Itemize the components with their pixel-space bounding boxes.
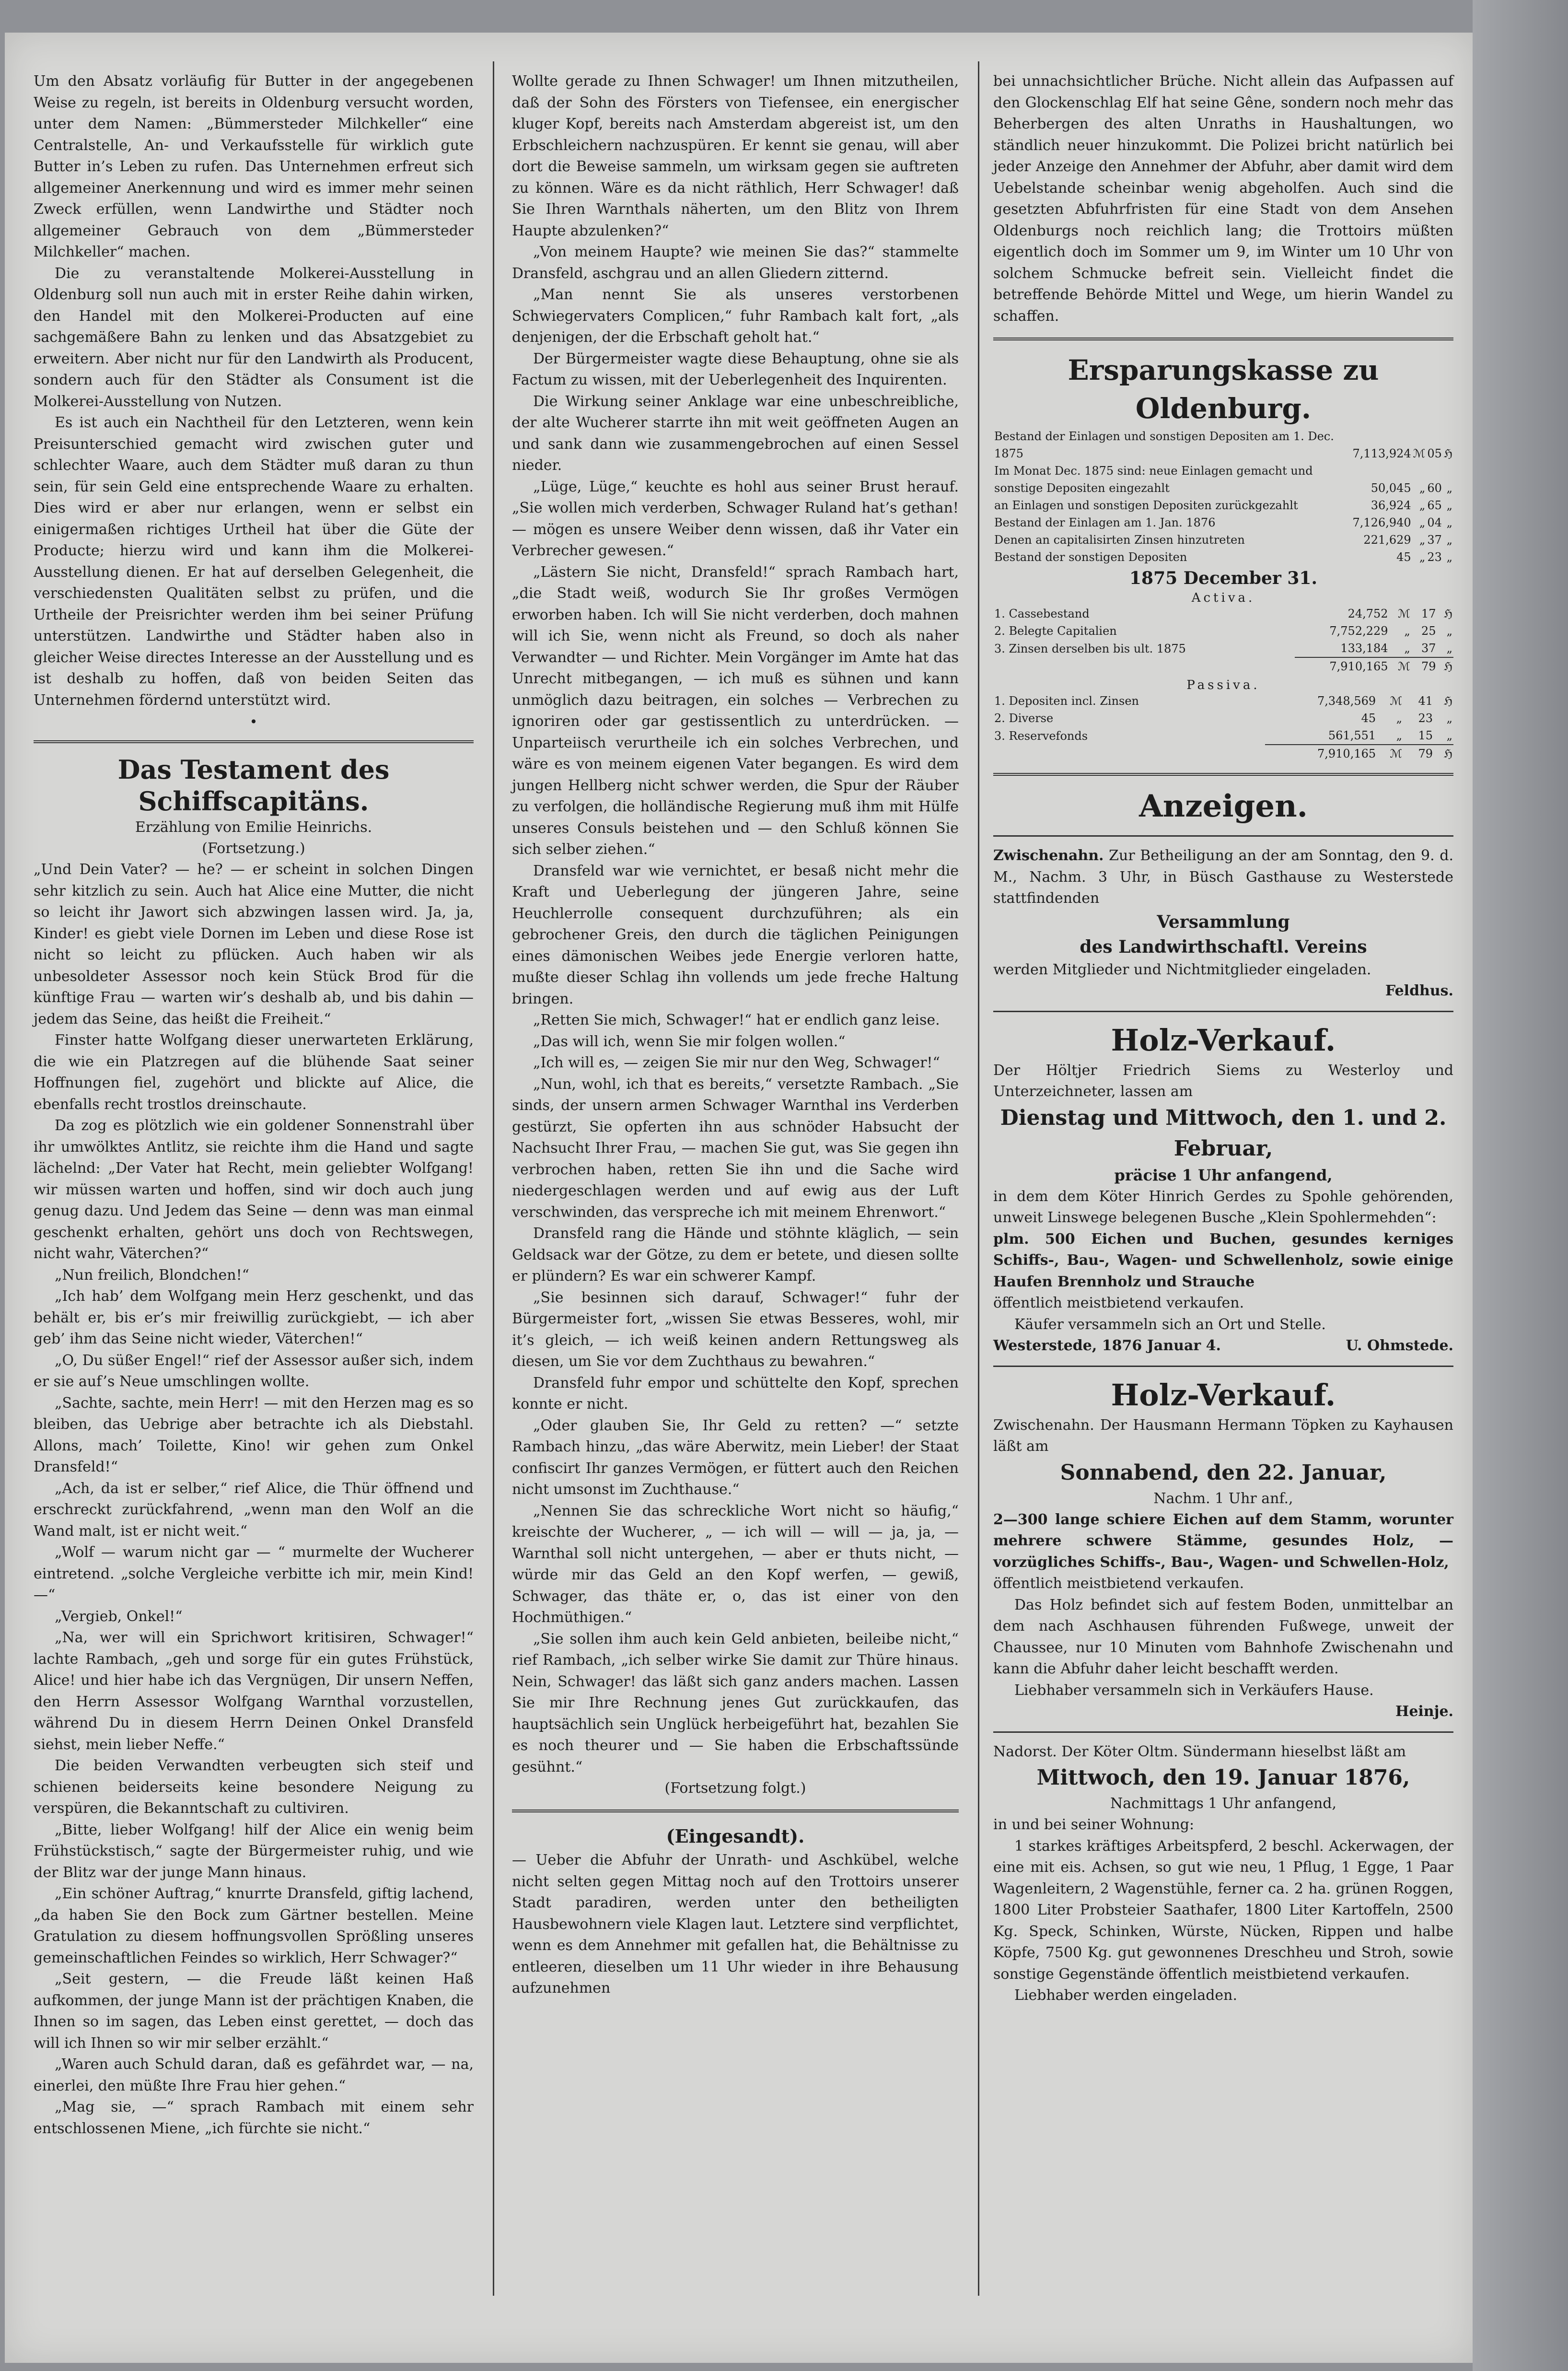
passiva-label: Passiva.	[1186, 678, 1260, 692]
row-value: „	[1446, 712, 1452, 725]
row-value: „	[1396, 729, 1403, 742]
story-paragraph: „Das will ich, wenn Sie mir folgen wollen.“	[533, 1033, 846, 1050]
eingesandt-title: (Eingesandt).	[666, 1825, 805, 1847]
row-label: Bestand der sonstigen Depositen	[994, 550, 1187, 564]
ad-signature: U. Ohmstede.	[1346, 1337, 1453, 1354]
ad-date: Mittwoch, den 19. Januar 1876,	[1036, 1765, 1410, 1790]
ad-heading-2: des Landwirthschaftl. Vereins	[1080, 936, 1367, 957]
row-label: 3. Zinsen derselben bis ult. 1875	[994, 642, 1186, 655]
story-paragraph: „Sachte, sachte, mein Herr! — mit den Herzen mag es so bleiben, das Uebrige aber betrachte ich als Diebstahl. Allons, mach’ Toilette, Kino! wir gehen zum Onkel Dransfeld!“	[34, 1394, 474, 1475]
ad-heading: Versammlung	[1157, 911, 1290, 932]
story-paragraph: „Ich will es, — zeigen Sie mir nur den Weg, Schwager!“	[533, 1054, 940, 1071]
table-row	[993, 462, 1453, 497]
ad-signature: Feldhus.	[1385, 982, 1453, 999]
row-value: ℌ	[1443, 694, 1452, 708]
row-value: „	[1404, 624, 1410, 638]
story-paragraph: „Vergieb, Onkel!“	[55, 1608, 183, 1625]
divider	[993, 835, 1453, 837]
story-paragraph: „Sie sollen ihm auch kein Geld anbieten, beileibe nicht,“ rief Rambach, „ich selber wirke Sie damit zur Thüre hinaus. Nein, Schwager! das läßt sich ganz anders machen. Lassen Sie mir Ihre Rechnung jenes Gut zurückkaufen, das hauptsächlich sein Unglück herbeigeführt hat, bezahlen Sie es noch theurer und — Sie haben die Erbschaftssünde gesühnt.“	[512, 1630, 959, 1775]
total-value: 79	[1411, 657, 1437, 675]
table-row	[993, 531, 1453, 549]
anzeigen-title: Anzeigen.	[1139, 788, 1308, 824]
eingesandt-text: — Ueber die Abfuhr der Unrath- und Aschkübel, welche nicht selten gegen Mittag noch auf den Trottoirs unserer Stadt paradiren, werden unter den betheiligten Hausbewohnern viele Klagen laut. Letztere sind verpflichtet, wenn es dem Annehmer mit gefallen hat, die Behältnisse zu entleeren, dieselben um 11 Uhr wieder in ihre Behausung aufzunehmen	[512, 1852, 959, 1997]
story-paragraph: Dransfeld war wie vernichtet, er besaß nicht mehr die Kraft und Ueberlegung der jüngeren Jahre, seine Heuchlerrolle consequent durchzuführen; als ein gebrochener Greis, den durch die täglichen Peinigungen eines dämonischen Weibes jede Energie verloren hatte, mußte dieser Schlag ihn vollends um jede freche Haltung bringen.	[512, 862, 959, 1007]
holz-verkauf-title: Holz-Verkauf.	[1111, 1022, 1336, 1058]
story-paragraph: „Lästern Sie nicht, Dransfeld!“ sprach Rambach hart, „die Stadt weiß, wodurch Sie Ihr großes Vermögen erworben haben. Ich will Sie nicht verderben, doch mahnen will ich Sie, wenn nicht als Freund, so doch als naher Verwandter — und Richter. Mein Vorgänger im Amte hat das Unrecht mitbegangen, — ich muß es sühnen und kann unmöglich dazu beitragen, ein solches — Verbrechen zu ignoriren oder gar gestissentlich zu unterdrücken. — Unparteiisch verurtheile ich ein solches Verbrechen, und wäre es von meinem eigenen Vater begangen. Es wird dem jungen Hellberg nicht schwer werden, die Spur der Räuber zu verfolgen, die holländische Regierung muß ihm mit Hülfe unseres Consuls beistehen und — den Schluß können Sie sich selber ziehen.“	[512, 563, 959, 858]
row-label: 2. Belegte Capitalien	[994, 624, 1117, 638]
story-paragraph: „Bitte, lieber Wolfgang! hilf der Alice ein wenig beim Frühstückstisch,“ sagte der Bürgermeister ruhig, und wie der Blitz war der junge Mann hinaus.	[34, 1821, 474, 1881]
total-value: ℌ	[1434, 745, 1453, 762]
total-value: 79	[1403, 745, 1434, 762]
row-value: 561,551	[1328, 729, 1376, 742]
ad-zwischenahn-1	[993, 845, 1453, 910]
row-label: Bestand der Einlagen am 1. Jan. 1876	[994, 516, 1216, 529]
table-row	[993, 497, 1453, 514]
story-paragraph: „Von meinem Haupte? wie meinen Sie das?“ stammelte Dransfeld, aschgrau und an allen Gliedern zitternd.	[512, 244, 959, 282]
story-paragraph: „Ein schöner Auftrag,“ knurrte Dransfeld, giftig lachend, „da haben Sie den Bock zum Gärtner bestellen. Meine Gratulation zu diesem hoffnungsvollen Sprößling unseres gemeinschaftlichen Feindes so wirklich, Herr Schwager?“	[34, 1885, 474, 1966]
row-value: 7,126,940	[1352, 516, 1411, 529]
column-divider	[978, 61, 979, 2296]
ad-text: öffentlich meistbietend verkaufen.	[993, 1295, 1244, 1311]
story-paragraph: Dransfeld fuhr empor und schüttelte den Kopf, sprechen konnte er nicht.	[512, 1374, 959, 1413]
ad-text: werden Mitglieder und Nichtmitglieder eingeladen.	[993, 961, 1371, 978]
story-paragraph: „Retten Sie mich, Schwager!“ hat er endlich ganz leise.	[533, 1012, 940, 1028]
row-value: 41	[1418, 694, 1433, 708]
row-value: „	[1446, 516, 1452, 529]
table-row	[993, 727, 1453, 745]
story-paragraph: „Nun freilich, Blondchen!“	[55, 1266, 249, 1284]
table-row	[993, 549, 1453, 566]
story-paragraph: „Seit gestern, — die Freude läßt keinen Haß aufkommen, der junge Mann ist der prächtigen Knaben, die Ihnen so im sagen, das Leben einst gerettet, — doch das will ich Ihnen so wir mir selber erzählt.“	[34, 1971, 474, 2052]
row-value: 7,752,229	[1329, 624, 1388, 638]
ad-items: plm. 500 Eichen und Buchen, gesundes kerniges Schiffs-, Bau-, Wagen- und Schwellenholz, sowie einige Haufen Brennholz und Strauche	[993, 1230, 1453, 1290]
row-value: 04	[1427, 516, 1442, 529]
bank-date: 1875 December 31.	[1129, 568, 1317, 588]
ad-text: Das Holz befindet sich auf festem Boden, unmittelbar an dem nach Aschhausen führenden Fußwege, unweit der Chaussee, nur 10 Minuten vom Bahnhofe Zwischenahn und kann die Abfuhr daher leicht beschafft werden.	[993, 1596, 1453, 1677]
ad-text: in dem dem Köter Hinrich Gerdes zu Spohle gehörenden, unweit Linswege belegenen Busche „Klein Spohlermehden“:	[993, 1188, 1453, 1226]
row-label: 1. Cassebestand	[994, 607, 1090, 620]
ad-text: öffentlich meistbietend verkaufen.	[993, 1575, 1244, 1592]
row-value: „	[1446, 624, 1452, 638]
row-value: 24,752	[1347, 607, 1388, 620]
ad-date: Dienstag und Mittwoch, den 1. und 2. Februar,	[1000, 1105, 1447, 1161]
ad-text: Zwischenahn. Der Hausmann Hermann Töpken zu Kayhausen läßt am	[993, 1416, 1453, 1455]
row-value: 221,629	[1363, 533, 1411, 547]
row-value: 25	[1421, 624, 1436, 638]
row-label: 2. Diverse	[994, 712, 1054, 725]
to-be-continued: (Fortsetzung folgt.)	[664, 1780, 806, 1797]
story-paragraph: „Waren auch Schuld daran, daß es gefährdet war, — na, einerlei, den müßte Ihre Frau hier gehen.“	[34, 2056, 474, 2094]
row-value: ℌ	[1443, 447, 1452, 460]
row-value: ℳ	[1390, 694, 1403, 708]
holz-verkauf-title-2: Holz-Verkauf.	[1111, 1377, 1336, 1413]
divider	[993, 1366, 1453, 1367]
story-paragraph: „Na, wer will ein Sprichwort kritisiren, Schwager!“ lachte Rambach, „geh und sorge für ein gutes Frühstück, Alice! und hier habe ich das Vergnügen, Dir unsern Neffen, den Herrn Assessor Wolfgang Warnthal vorzustellen, während Du in diesem Herrn Deinen Onkel Dransfeld siehst, mein lieber Neffe.“	[34, 1629, 474, 1753]
story-paragraph: Der Bürgermeister wagte diese Behauptung, ohne sie als Factum zu wissen, mit der Ueberlegenheit des Inquirenten.	[512, 350, 959, 388]
story-paragraph: „Nennen Sie das schreckliche Wort nicht so häufig,“ kreischte der Wucherer, „ — ich will — will — ja, ja, — Warnthal soll nicht untergehen, — aber er thuts nicht, — würde mir das Geld an den Kopf werfen, — gewiß, Schwager, das thäte er, o, das ist einer von den Hochmüthigen.“	[512, 1502, 959, 1626]
row-value: „	[1404, 642, 1410, 655]
story-paragraph: „Und Dein Vater? — he? — er scheint in solchen Dingen sehr kitzlich zu sein. Auch hat Alice eine Mutter, die nicht so leicht ihr Jawort sich abzwingen lassen wird. Ja, ja, Kinder! es giebt viele Dornen im Leben und diese Rose ist nicht so leicht zu pflücken. Auch haben wir als unbesoldeter Assessor noch kein Stück Brod für die künftige Frau — warten wir’s deshalb ab, und bis dahin — jedem das Seine, das heißt die Freiheit.“	[34, 861, 474, 1028]
column-divider	[493, 61, 494, 2296]
scan-edge	[1473, 0, 1568, 2371]
story-paragraph: „O, Du süßer Engel!“ rief der Assessor außer sich, indem er sie auf’s Neue umschlingen wollte.	[34, 1352, 474, 1390]
bank-title: Ersparungskasse zu Oldenburg.	[1068, 354, 1379, 425]
row-value: 45	[1361, 712, 1376, 725]
total-value: 7,910,165	[1295, 657, 1389, 675]
newspaper-page	[5, 33, 1473, 2363]
column-right	[993, 71, 1453, 2007]
ad-text: Liebhaber werden eingeladen.	[1014, 1987, 1238, 2004]
total-value: ℳ	[1377, 745, 1403, 762]
ad-time: Nachm. 1 Uhr anf.,	[1153, 1490, 1293, 1507]
story-paragraph: Dransfeld rang die Hände und stöhnte kläglich, — sein Geldsack war der Götze, zu dem er betete, und diesen sollte er plündern? Es war ein schwerer Kampf.	[512, 1225, 959, 1285]
row-value: „	[1446, 533, 1452, 547]
row-value: 36,924	[1371, 499, 1411, 512]
row-value: „	[1419, 533, 1426, 547]
ad-place: Westerstede, 1876 Januar 4.	[993, 1337, 1221, 1354]
row-value: ℳ	[1398, 607, 1410, 620]
table-row	[993, 710, 1453, 727]
row-value: „	[1419, 516, 1426, 529]
story-paragraph: „Ich hab’ dem Wolfgang mein Herz geschenkt, und das behält er, bis er’s mir freiwillig zurückgiebt, — ich aber geb’ ihm das Seine nicht wieder, Väterchen!“	[34, 1288, 474, 1347]
table-row	[993, 692, 1453, 710]
ad-text: Liebhaber versammeln sich in Verkäufers Hause.	[1014, 1682, 1374, 1699]
total-value: 7,910,165	[1265, 745, 1377, 762]
story-paragraph: „Wolf — warum nicht gar — “ murmelte der Wucherer eintretend. „solche Vergleiche verbitte ich mir, mein Kind! —“	[34, 1544, 474, 1603]
table-row	[993, 640, 1453, 657]
row-value: 50,045	[1371, 481, 1411, 495]
ad-text: Der Höltjer Friedrich Siems zu Westerloy und Unterzeichneter, lassen am	[993, 1062, 1453, 1100]
divider	[34, 740, 474, 743]
story-paragraph: Finster hatte Wolfgang dieser unerwarteten Erklärung, die wie ein Platzregen auf die blühende Saat seiner Hoffnungen fiel, zugehört und blickte auf Alice, die ebenfalls recht trostlos dreinschaute.	[34, 1032, 474, 1113]
story-continuation: (Fortsetzung.)	[202, 840, 305, 857]
story-paragraph: „Oder glauben Sie, Ihr Geld zu retten? —“ setzte Rambach hinzu, „das wäre Aberwitz, mein Lieber! der Staat confiscirt Ihr ganzes Vermögen, er füttert auch den Reichen nicht umsonst im Zuchthause.“	[512, 1417, 959, 1498]
total-row	[993, 745, 1453, 762]
ad-text: Nadorst. Der Köter Oltm. Sündermann hieselbst läßt am	[993, 1743, 1406, 1760]
paragraph: Es ist auch ein Nachtheil für den Letzteren, wenn kein Preisunterschied gemacht wird zwischen guter und schlechter Waare, auch dem Städter muß daran zu thun sein, für sein Geld eine entsprechende Waare zu erhalten. Dies wird er aber nur erlangen, wenn er selbst ein einigermaßen richtiges Urtheil hat über die Güte der Producte; hierzu wird und kann ihm die Molkerei-Ausstellung dienen. Er hat auf derselben Gelegenheit, die verschiedensten Qualitäten selbst zu prüfen, und die Urtheile der Preisrichter werden ihm bei seiner Prüfung unterstützen. Landwirthe und Städter haben also in gleicher Weise directes Interesse an der Ausstellung und es ist deshalb zu hoffen, daß von beiden Seiten das Unternehmen fördernd unterstützt wird.	[34, 414, 474, 709]
divider	[993, 1011, 1453, 1012]
ad-time: Nachmittags 1 Uhr anfangend,	[1110, 1795, 1337, 1812]
row-value: 7,348,569	[1317, 694, 1376, 708]
total-row	[993, 657, 1453, 675]
story-paragraph: Wollte gerade zu Ihnen Schwager! um Ihnen mitzutheilen, daß der Sohn des Försters von Tiefensee, ein energischer kluger Kopf, bereits nach Amsterdam abgereist ist, um den Erbschleichern nachzuspüren. Er kennt sie genau, will aber dort die Beweise sammeln, um wirksam gegen sie auftreten zu können. Wäre es da nicht räthlich, Herr Schwager! daß Sie Ihren Warnthals näherten, um den Blitz von Ihrem Haupte abzulenken?“	[512, 73, 959, 239]
activa-table	[993, 605, 1453, 675]
row-value: ℌ	[1443, 607, 1452, 620]
row-value: 05	[1427, 447, 1442, 460]
eingesandt-continued: bei unnachsichtlicher Brüche. Nicht allein das Aufpassen auf den Glockenschlag Elf hat seine Gêne, sondern noch mehr das Beherbergen des alten Unraths in Haushaltungen, wo ständlich neuer hinzukommt. Die Polizei bricht natürlich bei jeder Anzeige den Annehmer der Abfuhr, aber damit wird dem Uebelstande scheinbar wenig abgeholfen. Auch sind die gesetzten Abfuhrfristen für eine Stadt von dem Ansehen Oldenburgs noch reichlich lang; die Trottoirs müßten eigentlich doch im Sommer um 9, im Winter um 10 Uhr von solchem Schmucke befreit sein. Vielleicht findet die betreffende Behörde Mittel und Wege, um hierin Wandel zu schaffen.	[993, 73, 1453, 325]
row-label	[993, 657, 1295, 675]
table-row	[993, 605, 1453, 622]
row-value: „	[1446, 499, 1452, 512]
story-paragraph: Die Wirkung seiner Anklage war eine unbeschreibliche, der alte Wucherer starrte ihn mit weit geöffneten Augen an und sank dann wie zusammengebrochen auf einen Sessel nieder.	[512, 393, 959, 474]
ad-place-date	[993, 1335, 1453, 1357]
table-row	[993, 428, 1453, 462]
divider	[993, 1731, 1453, 1733]
ad-time: präcise 1 Uhr anfangend,	[1114, 1166, 1333, 1184]
row-value: 23	[1427, 550, 1442, 564]
passiva-table	[993, 692, 1453, 762]
row-value: „	[1419, 499, 1426, 512]
story-title: Das Testament des Schiffscapitäns.	[117, 754, 390, 817]
ad-text: Käufer versammeln sich an Ort und Stelle.	[1014, 1316, 1326, 1333]
paragraph: Um den Absatz vorläufig für Butter in der angegebenen Weise zu regeln, ist bereits in Oldenburg versucht worden, unter dem Namen: „Bümmersteder Milchkeller“ eine Centralstelle, An- und Verkaufsstelle für wirklich gute Butter in’s Leben zu rufen. Das Unternehmen erfreut sich allgemeiner Anerkennung und wird es immer mehr seinen Zweck erfüllen, wenn Landwirthe und Städter noch allgemeiner Gebrauch von dem „Bümmersteder Milchkeller“ machen.	[34, 73, 474, 260]
story-paragraph: „Ach, da ist er selber,“ rief Alice, die Thür öffnend und erschreckt zurückfahrend, „wenn man den Wolf an die Wand malt, ist er nicht weit.“	[34, 1480, 474, 1540]
article-butter	[34, 71, 474, 711]
row-value: 15	[1418, 729, 1433, 742]
row-value: 45	[1396, 550, 1411, 564]
activa-label: Activa.	[1191, 591, 1255, 605]
story-body-continued	[512, 71, 959, 1778]
total-value: ℌ	[1437, 657, 1453, 675]
row-value: „	[1419, 481, 1426, 495]
story-paragraph: „Mag sie, —“ sprach Rambach mit einem sehr entschlossenen Miene, „ich fürchte sie nicht.“	[34, 2099, 474, 2137]
ad-items: 1 starkes kräftiges Arbeitspferd, 2 beschl. Ackerwagen, der eine mit eis. Achsen, so gut wie neu, 1 Pflug, 1 Egge, 1 Paar Wagenleitern, 2 Wagenstühle, ferner ca. 2 ha. grünen Roggen, 1800 Liter Probsteier Saathafer, 1800 Liter Kartoffeln, 2500 Kg. Speck, Schinken, Würste, Nücken, Rippen und halbe Köpfe, 7500 Kg. gut gewonnenes Dreschheu und Stroh, sowie sonstige Gegenstände öffentlich meistbietend verkaufen.	[993, 1837, 1453, 1983]
row-label: 3. Reservefonds	[994, 729, 1088, 743]
row-value: ℳ	[1413, 447, 1426, 460]
story-author: Erzählung von Emilie Heinrichs.	[135, 819, 372, 836]
total-value: ℳ	[1389, 657, 1411, 675]
divider	[993, 338, 1453, 340]
row-value: 23	[1418, 712, 1433, 725]
section-ornament: •	[249, 714, 258, 730]
story-paragraph: „Lüge, Lüge,“ keuchte es hohl aus seiner Brust herauf. „Sie wollen mich verderben, Schwager Ruland hat’s gethan! — mögen es unsere Weiber denn wissen, daß ihr Vater ein Verbrecher gewesen.“	[512, 478, 959, 559]
column-middle	[512, 71, 959, 1999]
ad-text: in und bei seiner Wohnung:	[993, 1816, 1195, 1833]
row-value: 37	[1421, 642, 1436, 655]
row-value: „	[1446, 729, 1452, 742]
row-label: 1. Depositen incl. Zinsen	[994, 694, 1139, 708]
ad-items: 2—300 lange schiere Eichen auf dem Stamm, worunter mehrere schwere Stämme, gesundes Holz, — vorzügliches Schiffs-, Bau-, Wagen- und Schwellen-Holz,	[993, 1511, 1453, 1571]
row-value: 133,184	[1340, 642, 1388, 655]
row-label: Bestand der Einlagen und sonstigen Depositen am 1. Dec. 1875	[994, 430, 1334, 460]
divider	[512, 1810, 959, 1812]
table-row	[993, 622, 1453, 640]
story-paragraph: Die beiden Verwandten verbeugten sich steif und schienen beiderseits keine besondere Neigung zu verspüren, die Bekanntschaft zu cultiviren.	[34, 1757, 474, 1817]
row-value: 7,113,924	[1352, 447, 1411, 460]
ad-text: Zur Betheiligung an der am Sonntag, den 9. d. M., Nachm. 3 Uhr, in Büsch Gasthause zu Westerstede stattfindenden	[993, 847, 1453, 907]
row-label	[993, 745, 1265, 762]
ad-signature: Heinje.	[1395, 1703, 1453, 1720]
story-paragraph: „Sie besinnen sich darauf, Schwager!“ fuhr der Bürgermeister fort, „wissen Sie etwas Besseres, wohl, mir it’s gleich, — ich weiß keinen andern Rettungsweg als diesen, um Sie vor dem Zuchthaus zu bewahren.“	[512, 1289, 959, 1370]
story-paragraph: „Nun, wohl, ich that es bereits,“ versetzte Rambach. „Sie sinds, der unsern armen Schwager Warnthal ins Verderben gestürzt, Sie opferten ihn aus schnöder Habsucht der Nachsucht Ihrer Frau, — machen Sie gut, was Sie gegen ihn verbrochen haben, retten Sie ihn und die Sache wird niedergeschlagen werden und auf ewig aus der Luft verschwinden, das verspreche ich mit meinem Ehrenwort.“	[512, 1075, 959, 1221]
ad-place: Zwischenahn.	[993, 847, 1104, 864]
row-value: 37	[1427, 533, 1442, 547]
row-value: „	[1396, 712, 1403, 725]
row-value: 65	[1427, 499, 1442, 512]
row-value: 17	[1421, 607, 1436, 620]
row-label: an Einlagen und sonstigen Depositen zurückgezahlt	[994, 499, 1298, 512]
column-left	[34, 71, 474, 2139]
divider	[993, 773, 1453, 776]
row-label: Denen an capitalisirten Zinsen hinzutreten	[994, 533, 1245, 547]
row-value: 60	[1427, 481, 1442, 495]
row-value: „	[1419, 550, 1426, 564]
story-paragraph: „Man nennt Sie als unseres verstorbenen Schwiegervaters Complicen,“ fuhr Rambach kalt fort, „als denjenigen, der die Erbschaft geholt hat.“	[512, 286, 959, 346]
ad-date: Sonnabend, den 22. Januar,	[1060, 1460, 1387, 1485]
row-value: „	[1446, 481, 1452, 495]
table-row	[993, 514, 1453, 531]
story-paragraph: Da zog es plötzlich wie ein goldener Sonnenstrahl über ihr umwölktes Antlitz, sie reichte ihm die Hand und sagte lächelnd: „Der Vater hat Recht, mein geliebter Wolfgang! wir müssen warten und hoffen, sind wir doch auch jung genug dazu. Und Jedem das Seine — denn was man einmal geschenkt erhalten, gehört uns doch von Rechtswegen, nicht wahr, Väterchen?“	[34, 1117, 474, 1262]
story-body	[34, 859, 474, 2139]
row-label: Im Monat Dec. 1875 sind: neue Einlagen gemacht und sonstige Depositen eingezahlt	[994, 464, 1313, 495]
row-value: „	[1446, 642, 1452, 655]
paragraph: Die zu veranstaltende Molkerei-Ausstellung in Oldenburg soll nun auch mit in erster Reihe dahin wirken, den Handel mit den Molkerei-Producten auf eine sachgemäßere Bahn zu lenken und das Absatzgebiet zu erweitern. Aber nicht nur für den Landwirth als Producent, sondern auch für den Städter als Consument ist die Molkerei-Ausstellung von Nutzen.	[34, 265, 474, 410]
bank-statement-table	[993, 428, 1453, 566]
row-value: „	[1446, 550, 1452, 564]
